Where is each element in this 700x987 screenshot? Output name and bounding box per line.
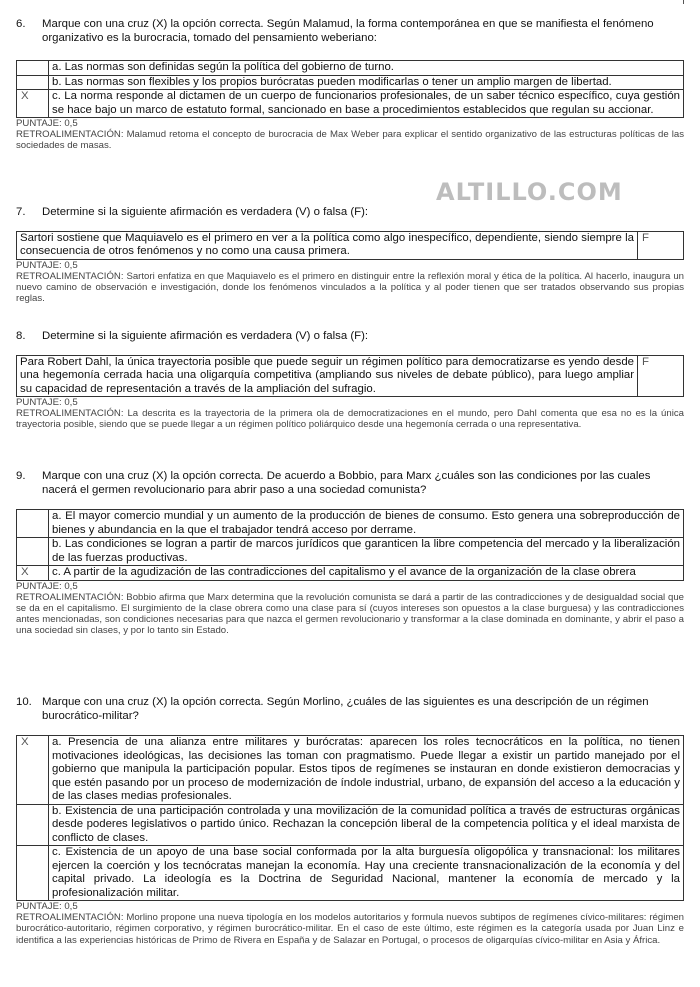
option-row[interactable]: [17, 538, 684, 566]
watermark-logo: ALTILLO.COM: [436, 178, 623, 206]
score: PUNTAJE: 0,5: [16, 580, 78, 592]
score: PUNTAJE: 0,5: [16, 397, 78, 408]
question-9: [16, 470, 684, 637]
question-7: [16, 206, 684, 304]
question-number: 9.: [16, 470, 26, 482]
option-mark[interactable]: X: [17, 90, 49, 118]
option-text: a. Presencia de una alianza entre militares y burócratas: aparecen los roles tecnocráticos en la política, no tienen motivaciones ideológicas, las decisiones las toman con pragmatismo. Puede llegar a existir un partido manejado por el gobierno que manipula la participación popular. Estos tipos de regímenes se instauran en donde existieron democracias y que estén pasando por un proceso de modernización de índole industrial, urbano, de expansión del acceso a la educación y de las clases medias profesionales.: [49, 736, 684, 805]
question-number: 10.: [16, 696, 32, 708]
statement-table: [16, 231, 684, 260]
score: PUNTAJE: 0,5: [16, 901, 78, 912]
option-mark[interactable]: [17, 846, 49, 901]
option-mark[interactable]: [17, 804, 49, 846]
question-text: Marque con una cruz (X) la opción correcta. Según Morlino, ¿cuáles de las siguientes es una descripción de un régimen burocrático-militar?: [42, 696, 649, 722]
answer-cell[interactable]: F: [638, 355, 684, 397]
option-mark[interactable]: [17, 61, 49, 76]
option-row[interactable]: [17, 61, 684, 76]
question-6: [16, 18, 684, 152]
option-mark[interactable]: X: [17, 566, 49, 581]
option-mark[interactable]: [17, 538, 49, 566]
question-number: 6.: [16, 18, 26, 30]
feedback: RETROALIMENTACIÓN: Malamud retoma el concepto de burocracia de Max Weber para explicar el sentido organizativo de las estructuras políticas de las sociedades de masas.: [16, 129, 684, 152]
score: PUNTAJE: 0,5: [16, 259, 78, 271]
statement-text: Para Robert Dahl, la única trayectoria posible que puede seguir un régimen político para democratizarse es yendo desde una hegemonía cerrada hacia una oligarquía competitiva (ampliando sus niveles de debate público), para luego ampliar su capacidad de representación a través de la ampliación del sufragio.: [17, 355, 638, 397]
question-10: [16, 696, 684, 946]
option-text: b. Las normas son flexibles y los propios burócratas pueden modificarlas o tener un amplio margen de libertad.: [49, 75, 684, 90]
statement-table: [16, 355, 684, 398]
option-text: c. La norma responde al dictamen de un cuerpo de funcionarios profesionales, de un saber técnico específico, cuya gestión se hace bajo un marco de estatuto formal, sancionado en base a procedimientos establecidos que regulan su accionar.: [49, 90, 684, 118]
statement-text: Sartori sostiene que Maquiavelo es el primero en ver a la política como algo inespecífico, dependiente, siendo siempre la consecuencia de otros fenómenos y no como una causa primera.: [17, 231, 638, 259]
question-text: Marque con una cruz (X) la opción correcta. De acuerdo a Bobbio, para Marx ¿cuáles son las condiciones por las cuales nacerá el germen revolucionario para abrir paso a una sociedad comunista?: [42, 470, 651, 496]
feedback: RETROALIMENTACIÓN: Sartori enfatiza en que Maquiavelo es el primero en distinguir entre la reflexión moral y ética de la política. Al hacerlo, inaugura un nuevo camino de observación e investigación, donde los fenómenos vinculados a la política y al poder tienen que ser tratados observando sus propias reglas.: [16, 270, 684, 305]
question-8: [16, 330, 684, 431]
question-header: [16, 330, 684, 344]
question-text: Determine si la siguiente afirmación es verdadera (V) o falsa (F):: [42, 330, 369, 342]
option-row[interactable]: [17, 566, 684, 581]
feedback: RETROALIMENTACIÓN: Morlino propone una nueva tipología en los modelos autoritarios y formula nuevos subtipos de regímenes cívico-militares: régimen burocrático-autoritario, régimen corporativo, y régimen burocrático-militar. En el caso de este último, este régimen es la categoría usada por Juan Linz e identifica a las experiencias históricas de Primo de Rivera en España y de Salazar en Portugal, o procesos de oligarquías cívico-militar en Asia y África.: [16, 912, 684, 946]
option-row[interactable]: [17, 804, 684, 846]
option-row[interactable]: [17, 510, 684, 538]
question-header: [16, 470, 684, 497]
question-number: 8.: [16, 330, 26, 342]
question-number: 7.: [16, 206, 26, 218]
feedback: RETROALIMENTACIÓN: Bobbio afirma que Marx determina que la revolución comunista se dará a partir de las contradicciones y de desigualdad social que se da en el capitalismo. El surgimiento de la clase obrera como una clase para sí (cuyos intereses son opuestos a la clase burguesa) y las contradicciones antes mencionadas, son condiciones necesarias para que nazca el germen revolucionario y transformar a la clase dominada en dominante, y abrir el paso a una sociedad sin clases, y por lo tanto sin Estado.: [16, 591, 684, 637]
page-corner-mark: [683, 0, 684, 4]
question-header: [16, 696, 684, 723]
answer-cell[interactable]: F: [638, 231, 684, 259]
option-mark[interactable]: [17, 510, 49, 538]
option-text: c. Existencia de un apoyo de una base social conformada por la alta burguesía oligopólica y transnacional: los militares ejercen la coerción y los tecnócratas manejan la economía. Hay una creciente transnacionalización de la economía y del capital privado. La ideología es la Doctrina de Seguridad Nacional, mantener la economía de mercado y la profesionalización militar.: [49, 846, 684, 901]
options-table: [16, 509, 684, 581]
score: PUNTAJE: 0,5: [16, 118, 78, 129]
option-text: b. Las condiciones se logran a partir de marcos jurídicos que garanticen la libre competencia del mercado y la liberalización de las fuerzas productivas.: [49, 538, 684, 566]
option-row[interactable]: [17, 90, 684, 118]
option-row[interactable]: [17, 846, 684, 901]
question-text: Marque con una cruz (X) la opción correcta. Según Malamud, la forma contemporánea en que se manifiesta el fenómeno organizativo es la burocracia, tomado del pensamiento weberiano:: [42, 18, 654, 44]
question-header: [16, 206, 684, 220]
option-mark[interactable]: X: [17, 736, 49, 805]
options-table: [16, 60, 684, 118]
option-mark[interactable]: [17, 75, 49, 90]
option-text: a. El mayor comercio mundial y un aumento de la producción de bienes de consumo. Esto genera una sobreproducción de bienes y abundancia en la que el trabajador tendrá acceso por derrame.: [49, 510, 684, 538]
option-row[interactable]: [17, 75, 684, 90]
option-text: b. Existencia de una participación controlada y una movilización de la comunidad política a través de estructuras orgánicas desde poderes legislativos o partido único. Rechazan la concepción liberal de la competencia política y el ideal marxista de conflicto de clases.: [49, 804, 684, 846]
option-text: c. A partir de la agudización de las contradicciones del capitalismo y el avance de la organización de la clase obrera: [49, 566, 684, 581]
question-header: [16, 18, 684, 45]
statement-row: [17, 355, 684, 397]
option-text: a. Las normas son definidas según la política del gobierno de turno.: [49, 61, 684, 76]
option-row[interactable]: [17, 736, 684, 805]
statement-row: [17, 231, 684, 259]
options-table: [16, 735, 684, 901]
question-text: Determine si la siguiente afirmación es verdadera (V) o falsa (F):: [42, 206, 369, 218]
feedback: RETROALIMENTACIÓN: La descrita es la trayectoria de la primera ola de democratizaciones en el mundo, pero Dahl comenta que esa no es la única trayectoria posible, siendo que se puede llegar a un régimen político poliárquico desde una hegemonía cerrada o una representativa.: [16, 408, 684, 431]
